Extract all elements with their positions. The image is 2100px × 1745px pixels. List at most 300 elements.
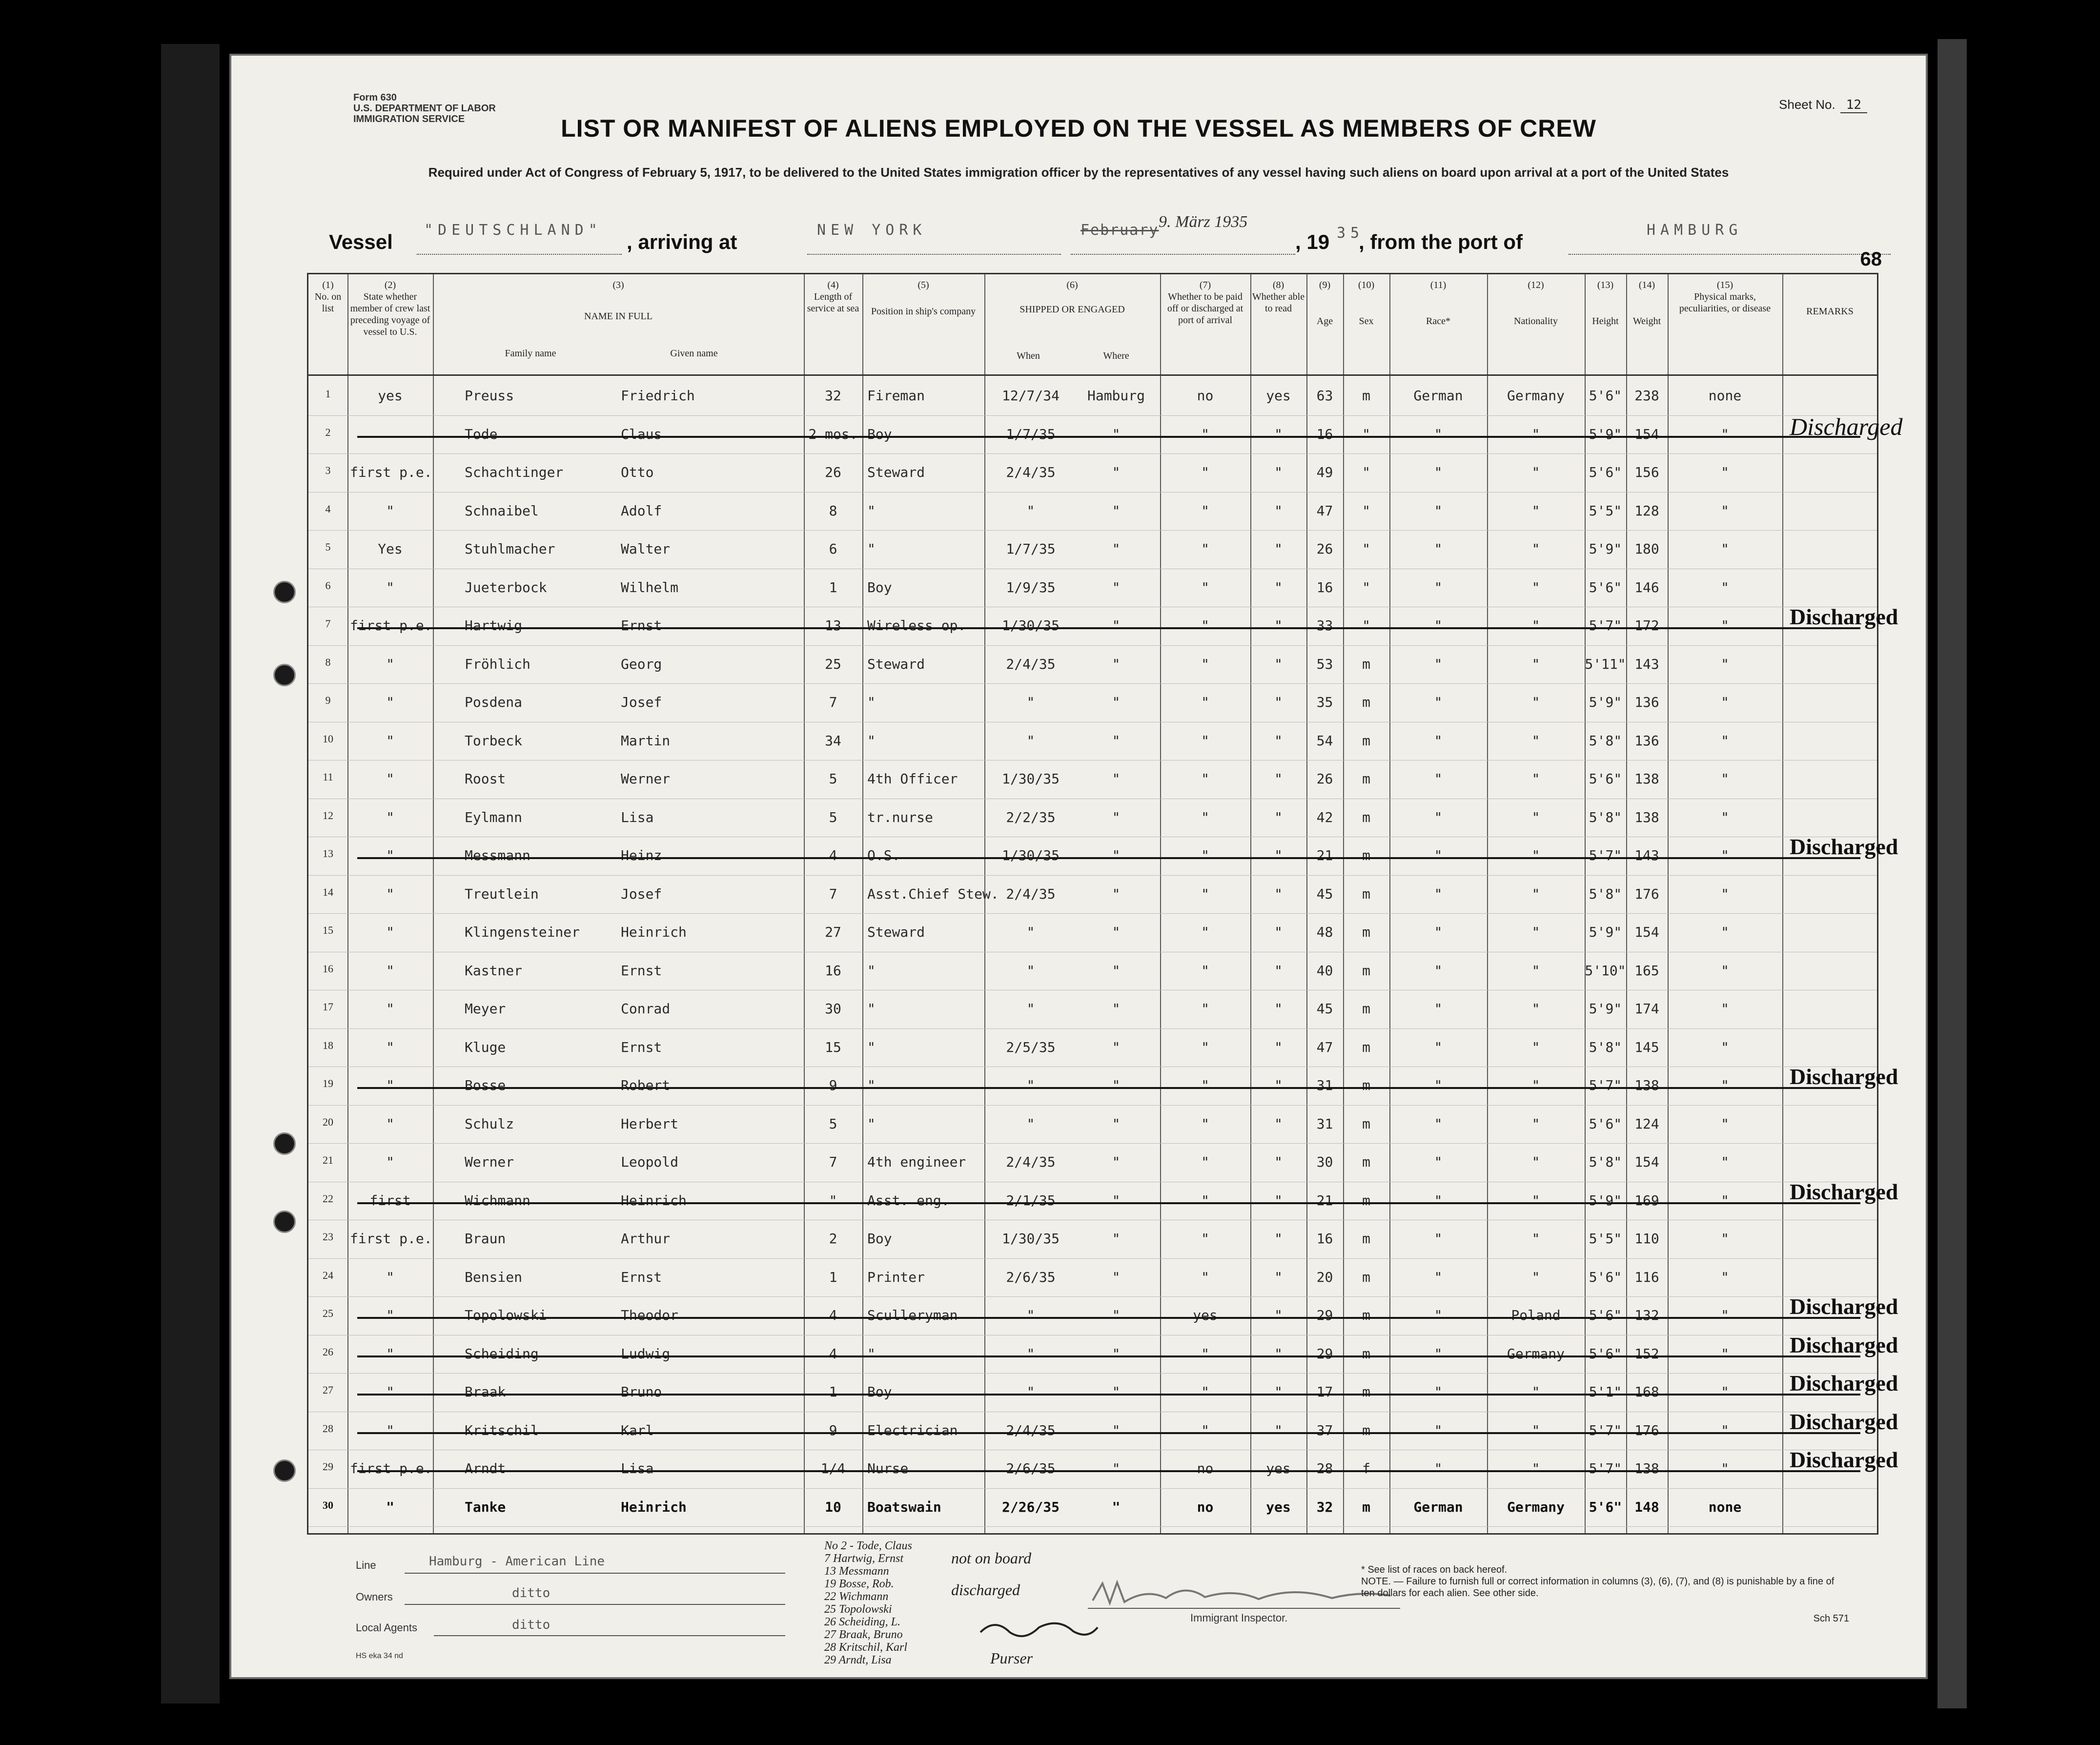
cell-service: 1: [829, 579, 837, 595]
cell-position: 4th Officer: [867, 771, 958, 787]
cell-weight: 174: [1634, 1001, 1659, 1017]
cell-position: ": [867, 1039, 876, 1055]
cell-read: ": [1274, 1039, 1283, 1055]
col-shipped-head: (6) SHIPPED OR ENGAGED: [1019, 280, 1125, 315]
cell-n: 22: [323, 1192, 333, 1205]
cell-paid: no: [1197, 388, 1214, 404]
cell-nat: ": [1531, 1077, 1540, 1093]
cell-age: 31: [1316, 1077, 1333, 1093]
cell-marks: ": [1721, 885, 1729, 902]
cell-prev: ": [386, 885, 394, 902]
cell-sex: m: [1362, 694, 1370, 710]
cell-age: 21: [1316, 1192, 1333, 1209]
cell-nat: ": [1531, 617, 1540, 634]
cell-nat: ": [1531, 579, 1540, 595]
cell-family: Kluge: [465, 1039, 506, 1055]
cell-given: Arthur: [621, 1231, 671, 1247]
cell-read: ": [1274, 1345, 1283, 1362]
cell-height: 5'5": [1589, 502, 1622, 519]
cell-when: 1/30/35: [1001, 1231, 1060, 1247]
cell-race: ": [1434, 847, 1443, 863]
year-label: , 19: [1295, 230, 1330, 253]
cell-prev: ": [386, 962, 394, 979]
cell-weight: 176: [1634, 885, 1659, 902]
cell-race: ": [1434, 694, 1443, 710]
cell-height: 5'8": [1589, 1154, 1622, 1170]
cell-age: 26: [1316, 771, 1333, 787]
cell-service: 10: [825, 1499, 841, 1515]
cell-marks: ": [1721, 1231, 1729, 1247]
cell-where: Hamburg: [1087, 388, 1145, 404]
cell-family: Bensien: [465, 1269, 523, 1285]
cell-height: 5'9": [1589, 924, 1622, 940]
cell-age: 28: [1316, 1460, 1333, 1477]
cell-age: 48: [1316, 924, 1333, 940]
cell-race: ": [1434, 771, 1443, 787]
cell-when: ": [1026, 732, 1035, 749]
footnote: [1361, 1564, 1849, 1624]
cell-read: ": [1274, 617, 1283, 634]
cell-position: Steward: [867, 924, 925, 940]
cell-sex: ": [1362, 579, 1370, 595]
cell-age: 16: [1316, 1231, 1333, 1247]
cell-where: ": [1112, 732, 1121, 749]
strike-through-line: [357, 1432, 1860, 1434]
cell-race: ": [1434, 732, 1443, 749]
cell-nat: ": [1531, 1154, 1540, 1170]
cell-n: 1: [325, 388, 331, 400]
cell-when: 2/4/35: [1006, 464, 1056, 480]
page-title: LIST OR MANIFEST OF ALIENS EMPLOYED ON THE VESSEL AS MEMBERS OF CREW: [561, 115, 1596, 142]
year-value: 35: [1337, 225, 1365, 242]
cell-given: Walter: [621, 541, 671, 557]
cell-marks: ": [1721, 464, 1729, 480]
cell-age: 16: [1316, 426, 1333, 442]
cell-when: 2/1/35: [1006, 1192, 1056, 1209]
cell-where: ": [1112, 885, 1121, 902]
scan-page-edge: [1937, 39, 1967, 1708]
cell-n: 25: [323, 1307, 333, 1319]
col-given-name-head: Given name: [670, 348, 718, 359]
cell-paid: ": [1201, 962, 1209, 979]
handwritten-list-item: 19 Bosse, Rob.: [824, 1578, 894, 1590]
cell-n: 17: [323, 1001, 333, 1013]
cell-given: Robert: [621, 1077, 671, 1093]
cell-height: 5'7": [1589, 1422, 1622, 1438]
cell-where: ": [1112, 1384, 1121, 1400]
cell-when: 1/30/35: [1001, 847, 1060, 863]
cell-given: Heinz: [621, 847, 662, 863]
cell-position: Nurse: [867, 1460, 909, 1477]
cell-race: ": [1434, 1345, 1443, 1362]
cell-when: 1/30/35: [1001, 771, 1060, 787]
cell-given: Josef: [621, 885, 662, 902]
strike-through-line: [357, 1202, 1860, 1204]
cell-age: 31: [1316, 1115, 1333, 1132]
cell-prev: ": [386, 771, 394, 787]
cell-where: ": [1112, 1039, 1121, 1055]
cell-family: Arndt: [465, 1460, 506, 1477]
cell-nat: ": [1531, 1115, 1540, 1132]
cell-height: 5'8": [1589, 732, 1622, 749]
cell-read: ": [1274, 732, 1283, 749]
cell-prev: ": [386, 1422, 394, 1438]
cell-age: 54: [1316, 732, 1333, 749]
cell-read: ": [1274, 771, 1283, 787]
col-nationality-head: (12) Nationality: [1514, 280, 1558, 327]
service-name: IMMIGRATION SERVICE: [353, 114, 465, 124]
cell-read: ": [1274, 694, 1283, 710]
cell-n: 11: [323, 771, 333, 783]
cell-weight: 143: [1634, 656, 1659, 672]
cell-when: 2/2/35: [1006, 809, 1056, 825]
cell-age: 63: [1316, 388, 1333, 404]
cell-service: 2: [829, 1231, 837, 1247]
cell-age: 30: [1316, 1154, 1333, 1170]
cell-race: ": [1434, 1269, 1443, 1285]
cell-nat: ": [1531, 809, 1540, 825]
cell-height: 5'9": [1589, 1192, 1622, 1209]
cell-paid: ": [1201, 732, 1209, 749]
binding-hole: [273, 1211, 296, 1233]
col-read-head: (8) Whether able to read: [1252, 280, 1305, 314]
cell-position: 4th engineer: [867, 1154, 966, 1170]
cell-race: ": [1434, 1154, 1443, 1170]
cell-sex: ": [1362, 464, 1370, 480]
cell-marks: ": [1721, 656, 1729, 672]
cell-service: 4: [829, 847, 837, 863]
cell-where: ": [1112, 1192, 1121, 1209]
cell-service: 16: [825, 962, 841, 979]
cell-paid: ": [1201, 809, 1209, 825]
line-label: Line: [356, 1559, 376, 1571]
cell-sex: ": [1362, 426, 1370, 442]
handwritten-list-item: No 2 - Tode, Claus: [824, 1540, 912, 1552]
cell-n: 28: [323, 1422, 333, 1435]
arriving-label: , arriving at: [627, 230, 737, 253]
remark-discharged: Discharged: [1790, 1332, 1898, 1357]
cell-weight: 152: [1634, 1345, 1659, 1362]
cell-nat: ": [1531, 732, 1540, 749]
cell-when: 2/4/35: [1006, 885, 1056, 902]
col-name-head: (3) NAME IN FULL: [584, 280, 652, 322]
cell-where: ": [1112, 771, 1121, 787]
cell-position: Wireless op.: [867, 617, 966, 634]
cell-family: Braun: [465, 1231, 506, 1247]
cell-service: 7: [829, 1154, 837, 1170]
cell-service: 4: [829, 1345, 837, 1362]
cell-marks: ": [1721, 847, 1729, 863]
col-remarks-head: REMARKS: [1806, 306, 1854, 317]
cell-n: 2: [325, 426, 331, 438]
remark-discharged: Discharged: [1790, 412, 1903, 440]
cell-sex: m: [1362, 1307, 1370, 1323]
cell-n: 30: [323, 1499, 333, 1511]
cell-position: ": [867, 1115, 876, 1132]
cell-marks: ": [1721, 809, 1729, 825]
cell-service: 7: [829, 885, 837, 902]
cell-when: 1/9/35: [1006, 579, 1056, 595]
cell-sex: m: [1362, 1192, 1370, 1209]
cell-read: ": [1274, 541, 1283, 557]
remark-discharged: Discharged: [1790, 1409, 1898, 1434]
cell-paid: ": [1201, 1422, 1209, 1438]
cell-family: Braak: [465, 1384, 506, 1400]
cell-paid: ": [1201, 924, 1209, 940]
cell-sex: m: [1362, 847, 1370, 863]
cell-service: 9: [829, 1077, 837, 1093]
page-number: 68: [1860, 248, 1882, 270]
cell-weight: 110: [1634, 1231, 1659, 1247]
cell-read: ": [1274, 1384, 1283, 1400]
purser-label: Purser: [990, 1649, 1033, 1667]
cell-service: 1: [829, 1269, 837, 1285]
cell-race: ": [1434, 541, 1443, 557]
cell-when: 12/7/34: [1001, 388, 1060, 404]
cell-position: Fireman: [867, 388, 925, 404]
cell-race: ": [1434, 1115, 1443, 1132]
col-paid-off-head: (7) Whether to be paid off or discharged at port of arrival: [1167, 280, 1244, 326]
cell-height: 5'9": [1589, 426, 1622, 442]
discharged-note: discharged: [951, 1581, 1020, 1599]
cell-when: 1/7/35: [1006, 541, 1056, 557]
cell-family: Schachtinger: [465, 464, 564, 480]
cell-weight: 238: [1634, 388, 1659, 404]
cell-service: 5: [829, 771, 837, 787]
cell-paid: ": [1201, 847, 1209, 863]
cell-age: 37: [1316, 1422, 1333, 1438]
cell-age: 32: [1316, 1499, 1333, 1515]
remark-discharged: Discharged: [1790, 1371, 1898, 1396]
remark-discharged: Discharged: [1790, 834, 1898, 859]
cell-n: 13: [323, 847, 333, 860]
cell-race: ": [1434, 464, 1443, 480]
cell-family: Fröhlich: [465, 656, 530, 672]
cell-weight: 128: [1634, 502, 1659, 519]
cell-prev: first: [369, 1192, 411, 1209]
cell-n: 14: [323, 885, 333, 898]
manifest-sheet: [229, 54, 1928, 1679]
cell-marks: ": [1721, 1307, 1729, 1323]
sheet-value: 12: [1840, 98, 1867, 113]
cell-nat: ": [1531, 1422, 1540, 1438]
arrival-date-handwritten: 9. März 1935: [1159, 213, 1248, 231]
cell-family: Eylmann: [465, 809, 523, 825]
cell-race: ": [1434, 579, 1443, 595]
binding-hole: [273, 1132, 296, 1155]
cell-given: Leopold: [621, 1154, 679, 1170]
cell-paid: ": [1201, 771, 1209, 787]
cell-weight: 143: [1634, 847, 1659, 863]
col-where-head: Where: [1103, 350, 1129, 361]
cell-sex: m: [1362, 1154, 1370, 1170]
local-agents-value: ditto: [512, 1618, 550, 1632]
cell-prev: ": [386, 809, 394, 825]
cell-sex: m: [1362, 388, 1370, 404]
schedule-code: Sch 571: [1813, 1613, 1849, 1624]
strike-through-line: [357, 1087, 1860, 1089]
cell-marks: ": [1721, 732, 1729, 749]
arrival-date-struck: February: [1081, 222, 1159, 239]
cell-service: 2 mos.: [808, 426, 858, 442]
cell-nat: ": [1531, 502, 1540, 519]
cell-n: 21: [323, 1154, 333, 1166]
cell-given: Werner: [621, 771, 671, 787]
cell-prev: ": [386, 732, 394, 749]
cell-read: ": [1274, 1115, 1283, 1132]
cell-height: 5'6": [1589, 464, 1622, 480]
cell-read: ": [1274, 1077, 1283, 1093]
cell-family: Preuss: [465, 388, 514, 404]
cell-height: 5'8": [1589, 809, 1622, 825]
cell-position: Sculleryman: [867, 1307, 958, 1323]
not-on-board-note: not on board: [951, 1549, 1032, 1567]
cell-family: Topolowski: [465, 1307, 547, 1323]
cell-given: Herbert: [621, 1115, 679, 1132]
cell-weight: 138: [1634, 771, 1659, 787]
cell-position: Asst. eng.: [867, 1192, 950, 1209]
cell-read: ": [1274, 579, 1283, 595]
cell-height: 5'6": [1589, 1269, 1622, 1285]
cell-given: Theodor: [621, 1307, 679, 1323]
cell-family: Schnaibel: [465, 502, 539, 519]
cell-nat: Germany: [1507, 388, 1565, 404]
cell-n: 29: [323, 1460, 333, 1473]
sheet-label: Sheet No.: [1779, 97, 1835, 112]
cell-where: ": [1112, 924, 1121, 940]
cell-when: ": [1026, 962, 1035, 979]
cell-race: ": [1434, 502, 1443, 519]
cell-family: Tode: [465, 426, 498, 442]
cell-paid: ": [1201, 1001, 1209, 1017]
cell-service: 30: [825, 1001, 841, 1017]
cell-read: ": [1274, 885, 1283, 902]
cell-read: ": [1274, 1154, 1283, 1170]
handwritten-list-item: 7 Hartwig, Ernst: [824, 1552, 904, 1565]
cell-family: Schulz: [465, 1115, 514, 1132]
cell-position: Steward: [867, 656, 925, 672]
cell-height: 5'6": [1589, 1499, 1622, 1515]
cell-n: 27: [323, 1384, 333, 1396]
cell-weight: 145: [1634, 1039, 1659, 1055]
cell-paid: ": [1201, 1269, 1209, 1285]
cell-n: 16: [323, 962, 333, 975]
cell-height: 5'1": [1589, 1384, 1622, 1400]
cell-where: ": [1112, 1001, 1121, 1017]
cell-marks: ": [1721, 771, 1729, 787]
cell-paid: ": [1201, 1231, 1209, 1247]
cell-marks: ": [1721, 579, 1729, 595]
cell-position: tr.nurse: [867, 809, 933, 825]
cell-marks: none: [1708, 388, 1742, 404]
cell-age: 53: [1316, 656, 1333, 672]
cell-when: ": [1026, 1307, 1035, 1323]
cell-weight: 156: [1634, 464, 1659, 480]
cell-family: Kritschil: [465, 1422, 539, 1438]
cell-prev: ": [386, 1154, 394, 1170]
purser-signature: [976, 1613, 1102, 1647]
cell-service: 7: [829, 694, 837, 710]
cell-family: Messmann: [465, 847, 530, 863]
cell-position: Boy: [867, 1384, 892, 1400]
cell-height: 5'6": [1589, 1115, 1622, 1132]
cell-height: 5'7": [1589, 847, 1622, 863]
cell-when: 2/6/35: [1006, 1269, 1056, 1285]
cell-marks: ": [1721, 924, 1729, 940]
cell-family: Treutlein: [465, 885, 539, 902]
cell-age: 49: [1316, 464, 1333, 480]
cell-paid: ": [1201, 1192, 1209, 1209]
cell-where: ": [1112, 1115, 1121, 1132]
cell-weight: 154: [1634, 426, 1659, 442]
cell-nat: ": [1531, 541, 1540, 557]
cell-given: Josef: [621, 694, 662, 710]
cell-paid: ": [1201, 1345, 1209, 1362]
col-no-head: (1) No. on list: [314, 280, 342, 314]
cell-given: Ernst: [621, 962, 662, 979]
cell-family: Torbeck: [465, 732, 523, 749]
cell-when: ": [1026, 1345, 1035, 1362]
cell-sex: m: [1362, 962, 1370, 979]
cell-paid: ": [1201, 694, 1209, 710]
cell-prev: ": [386, 1384, 394, 1400]
cell-prev: ": [386, 1115, 394, 1132]
cell-read: ": [1274, 656, 1283, 672]
cell-given: Lisa: [621, 1460, 654, 1477]
cell-given: Heinrich: [621, 924, 687, 940]
cell-prev: ": [386, 847, 394, 863]
cell-where: ": [1112, 1269, 1121, 1285]
cell-nat: Germany: [1507, 1345, 1565, 1362]
cell-when: ": [1026, 1115, 1035, 1132]
cell-height: 5'9": [1589, 694, 1622, 710]
cell-given: Friedrich: [621, 388, 695, 404]
cell-height: 5'9": [1589, 1001, 1622, 1017]
cell-sex: m: [1362, 1384, 1370, 1400]
cell-position: ": [867, 541, 876, 557]
cell-race: ": [1434, 1460, 1443, 1477]
cell-given: Conrad: [621, 1001, 671, 1017]
cell-weight: 168: [1634, 1384, 1659, 1400]
cell-race: ": [1434, 1077, 1443, 1093]
cell-marks: ": [1721, 962, 1729, 979]
binding-hole: [273, 1459, 296, 1482]
cell-nat: ": [1531, 464, 1540, 480]
cell-race: ": [1434, 1039, 1443, 1055]
strike-through-line: [357, 1470, 1860, 1472]
col-height-head: (13) Height: [1592, 280, 1619, 327]
cell-prev: yes: [378, 388, 403, 404]
cell-paid: ": [1201, 579, 1209, 595]
cell-nat: Germany: [1507, 1499, 1565, 1515]
cell-weight: 146: [1634, 579, 1659, 595]
cell-prev: ": [386, 694, 394, 710]
cell-n: 5: [325, 541, 331, 553]
cell-age: 29: [1316, 1345, 1333, 1362]
cell-marks: ": [1721, 1384, 1729, 1400]
cell-where: ": [1112, 541, 1121, 557]
cell-age: 33: [1316, 617, 1333, 634]
cell-given: Karl: [621, 1422, 654, 1438]
cell-weight: 138: [1634, 809, 1659, 825]
cell-read: ": [1274, 809, 1283, 825]
cell-race: ": [1434, 1192, 1443, 1209]
cell-marks: ": [1721, 694, 1729, 710]
departure-port: HAMBURG: [1647, 222, 1743, 239]
cell-sex: m: [1362, 1231, 1370, 1247]
cell-race: ": [1434, 617, 1443, 634]
line-value: Hamburg - American Line: [429, 1554, 605, 1569]
